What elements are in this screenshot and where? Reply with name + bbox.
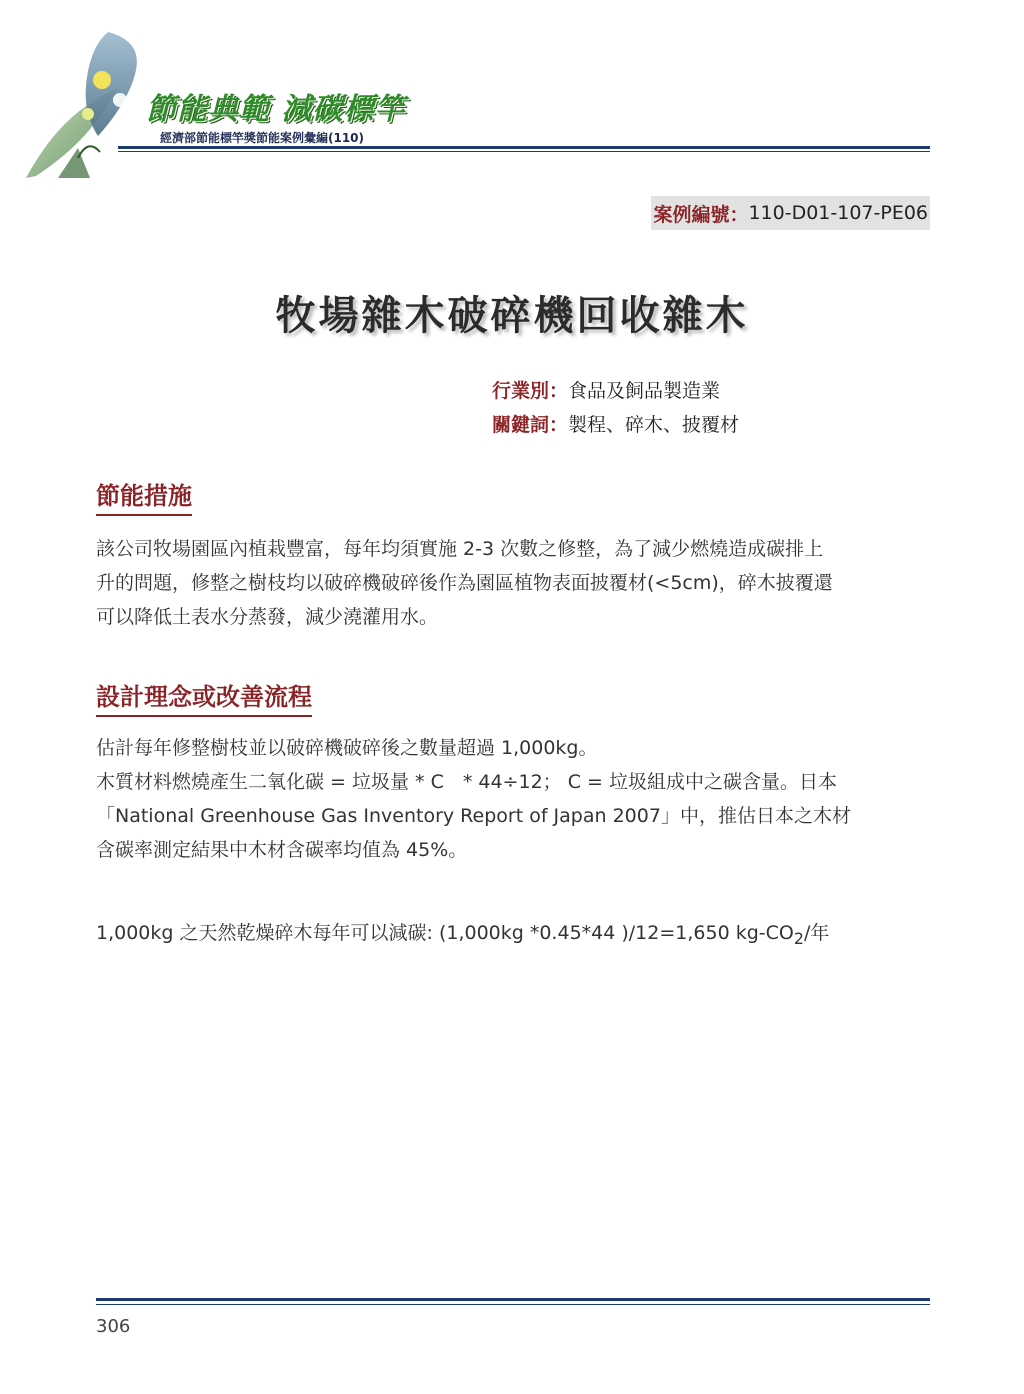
case-number-box	[651, 196, 930, 230]
paragraph-line: 「National Greenhouse Gas Inventory Report of Japan 2007」中，推估日本之木材	[96, 805, 851, 827]
paragraph-line: 升的問題，修整之樹枝均以破碎機破碎後作為園區植物表面披覆材(<5cm)，碎木披覆還	[96, 572, 833, 594]
header-divider	[118, 146, 930, 152]
case-number-value: 110-D01-107-PE06	[748, 202, 928, 224]
industry-label: 行業別：	[492, 380, 569, 402]
paragraph-line: 木質材料燃燒產生二氧化碳 = 垃圾量 * C * 44÷12； C = 垃圾組成中之碳含量。日本	[96, 771, 837, 793]
page-title: 牧場雜木破碎機回收雜木	[275, 293, 749, 339]
formula-main: 1,000kg 之天然乾燥碎木每年可以減碳: (1,000kg *0.45*44 )/12=1,650 kg-CO	[96, 922, 794, 944]
industry-value: 食品及飼品製造業	[568, 380, 721, 402]
paragraph-line: 可以降低土表水分蒸發，減少澆灌用水。	[96, 606, 439, 628]
measures-paragraph	[96, 532, 932, 634]
footer-divider	[96, 1298, 930, 1305]
paragraph-line: 含碳率測定結果中木材含碳率均值為 45%。	[96, 839, 468, 861]
paragraph-line: 估計每年修整樹枝並以破碎機破碎後之數量超過 1,000kg。	[96, 737, 598, 759]
formula-subscript: 2	[793, 928, 804, 948]
keywords-value: 製程、碎木、披覆材	[568, 414, 740, 436]
brand-subtitle: 經濟部節能標竿獎節能案例彙編(110)	[160, 131, 365, 145]
case-number-label: 案例編號：	[653, 203, 749, 226]
paragraph-line: 該公司牧場園區內植栽豐富，每年均須實施 2-3 次數之修整，為了減少燃燒造成碳排上	[96, 538, 824, 560]
section-heading-design: 設計理念或改善流程	[96, 677, 312, 717]
keywords-label: 關鍵詞：	[492, 414, 569, 436]
industry-row	[492, 376, 720, 403]
design-paragraph	[96, 731, 932, 867]
page-number: 306	[96, 1316, 131, 1337]
formula-tail: /年	[803, 922, 830, 944]
carbon-reduction-formula	[96, 918, 829, 948]
section-heading-measures: 節能措施	[96, 476, 192, 516]
brand-title: 節能典範 減碳標竿	[146, 92, 406, 127]
keywords-row	[492, 410, 739, 437]
